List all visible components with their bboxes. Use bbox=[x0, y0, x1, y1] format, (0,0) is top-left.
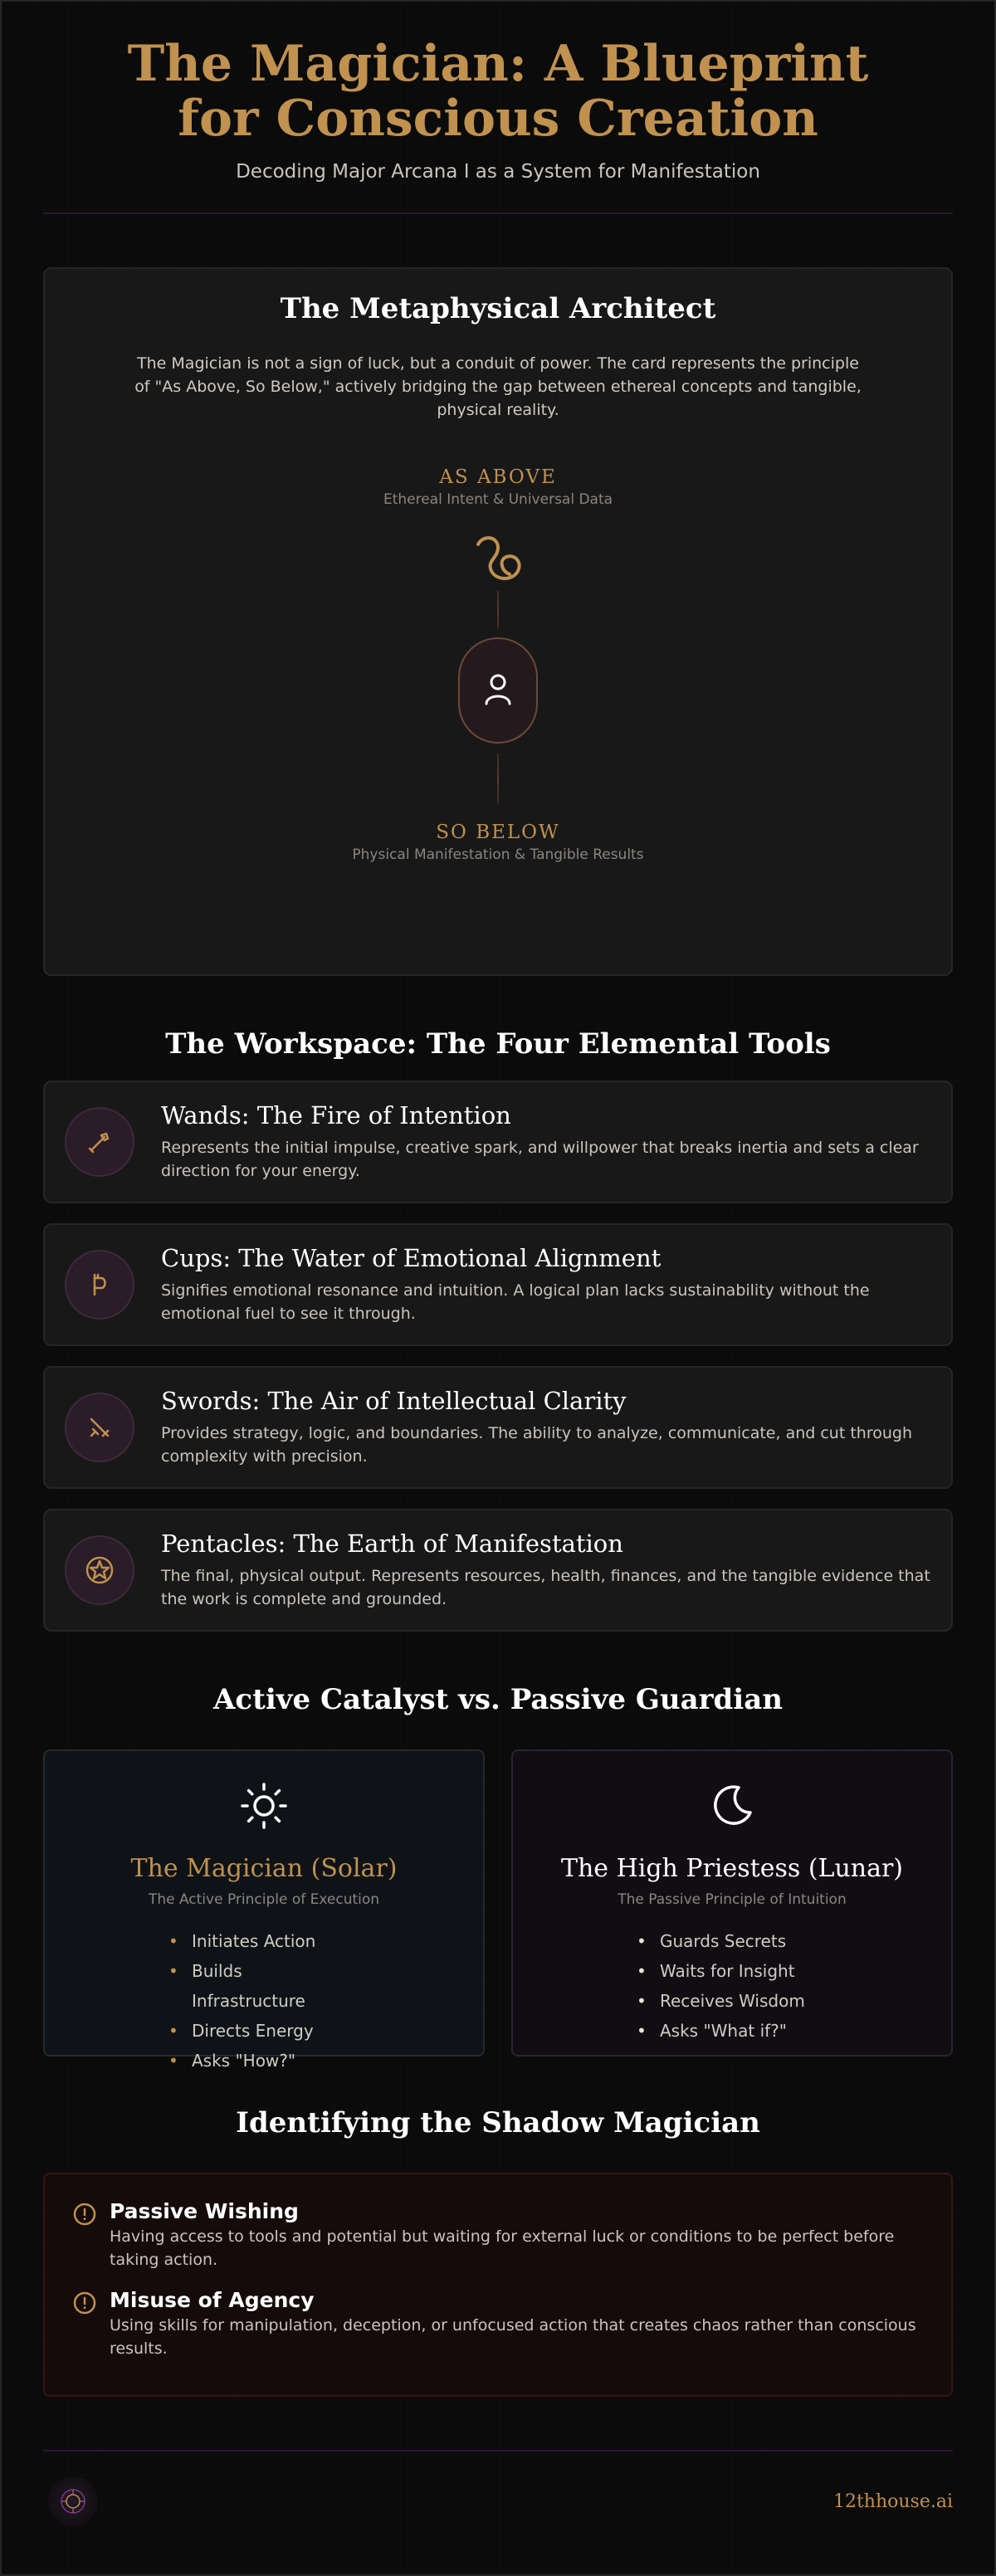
solar-title: The Magician (Solar) bbox=[130, 1854, 398, 1883]
tool-card-wands bbox=[43, 1081, 953, 1203]
shadow-desc: Having access to tools and potential but waiting for external luck or conditions to be perfect before taking action. bbox=[110, 2227, 895, 2269]
tool-desc: The final, physical output. Represents resources, health, finances, and the tangible evidence that the work is complete and grounded. bbox=[161, 1567, 930, 1608]
shadow-heading: Identifying the Shadow Magician bbox=[236, 2106, 760, 2139]
shadow-title: Misuse of Agency bbox=[110, 2288, 315, 2312]
person-icon bbox=[480, 671, 516, 710]
so-below-title: SO BELOW bbox=[436, 822, 560, 843]
alert-icon bbox=[71, 2201, 98, 2227]
lunar-caption: The Passive Principle of Intuition bbox=[618, 1891, 847, 1908]
list-item: • Guards Secrets bbox=[637, 1926, 828, 1956]
brand-link[interactable]: 12thhouse.ai bbox=[832, 2491, 953, 2512]
architect-title: The Metaphysical Architect bbox=[280, 292, 716, 325]
list-item: • Asks "What if?" bbox=[637, 2016, 828, 2046]
shadow-box bbox=[43, 2173, 953, 2397]
hero bbox=[43, 2, 953, 214]
pentacle-icon bbox=[65, 1535, 134, 1605]
lunar-title: The High Priestess (Lunar) bbox=[560, 1854, 904, 1883]
connector-top bbox=[497, 591, 499, 629]
so-below-subtitle: Physical Manifestation & Tangible Results bbox=[352, 846, 644, 863]
tool-desc: Provides strategy, logic, and boundaries. The ability to analyze, communicate, and cut through complexity with precision. bbox=[161, 1424, 912, 1466]
moon-icon bbox=[706, 1820, 759, 1836]
list-item: • Asks "How?" bbox=[168, 2046, 359, 2076]
zodiac-wheel-icon[interactable] bbox=[48, 2476, 98, 2526]
tool-desc: Represents the initial impulse, creative spark, and willpower that breaks inertia and sets a clear direction for your energy. bbox=[161, 1139, 919, 1180]
architect-intro: The Magician is not a sign of luck, but a conduit of power. The card represents the principle of "As Above, So Below," actively bridging the gap between ethereal concepts and tangible, physical reality. bbox=[134, 354, 862, 419]
list-item: • Builds Infrastructure bbox=[168, 1956, 359, 2016]
architect-card bbox=[43, 267, 953, 976]
tool-desc: Signifies emotional resonance and intuition. A logical plan lacks sustainability without the emotional fuel to see it through. bbox=[161, 1281, 870, 1323]
tool-title: Swords: The Air of Intellectual Clarity bbox=[161, 1387, 627, 1415]
wand-icon bbox=[65, 1107, 134, 1177]
solar-list bbox=[168, 1926, 359, 2076]
sword-icon bbox=[65, 1393, 134, 1462]
alert-icon bbox=[71, 2290, 98, 2316]
tools-list bbox=[43, 1081, 953, 1632]
as-above-block bbox=[128, 466, 868, 508]
shadow-item-passive-wishing bbox=[71, 2199, 925, 2271]
page-subtitle: Decoding Major Arcana I as a System for Manifestation bbox=[236, 161, 760, 183]
page-title: The Magician: A Blueprint for Conscious Creation bbox=[127, 35, 869, 148]
compare-grid bbox=[43, 1749, 953, 2071]
solar-caption: The Active Principle of Execution bbox=[148, 1891, 380, 1908]
header-divider bbox=[43, 212, 953, 214]
list-item: • Waits for Insight bbox=[637, 1956, 828, 1986]
shadow-title: Passive Wishing bbox=[110, 2199, 299, 2223]
lunar-list bbox=[637, 1926, 828, 2046]
as-above-subtitle: Ethereal Intent & Universal Data bbox=[383, 491, 613, 508]
compare-heading: Active Catalyst vs. Passive Guardian bbox=[213, 1683, 783, 1716]
tool-title: Wands: The Fire of Intention bbox=[161, 1101, 511, 1129]
list-item: • Receives Wisdom bbox=[637, 1986, 828, 2016]
shadow-item-misuse-of-agency bbox=[71, 2288, 925, 2360]
tool-card-cups bbox=[43, 1223, 953, 1346]
sun-icon bbox=[237, 1820, 290, 1836]
tool-title: Pentacles: The Earth of Manifestation bbox=[161, 1530, 623, 1558]
list-item: • Initiates Action bbox=[168, 1926, 359, 1956]
tool-card-swords bbox=[43, 1366, 953, 1489]
footer bbox=[43, 2452, 953, 2551]
lunar-card bbox=[511, 1749, 953, 2056]
shadow-desc: Using skills for manipulation, deception, or unfocused action that creates chaos rather than conscious results. bbox=[110, 2316, 916, 2358]
tool-title: Cups: The Water of Emotional Alignment bbox=[161, 1244, 662, 1272]
above-below-flow bbox=[128, 508, 868, 848]
connector-bottom bbox=[497, 754, 499, 803]
cup-icon bbox=[65, 1250, 134, 1320]
tool-card-pentacles bbox=[43, 1509, 953, 1632]
solar-card bbox=[43, 1749, 485, 2071]
list-item: • Directs Energy bbox=[168, 2016, 359, 2046]
infinity-icon bbox=[466, 533, 530, 591]
person-node bbox=[458, 637, 538, 744]
as-above-title: AS ABOVE bbox=[439, 466, 557, 488]
tools-heading: The Workspace: The Four Elemental Tools bbox=[165, 1027, 831, 1061]
